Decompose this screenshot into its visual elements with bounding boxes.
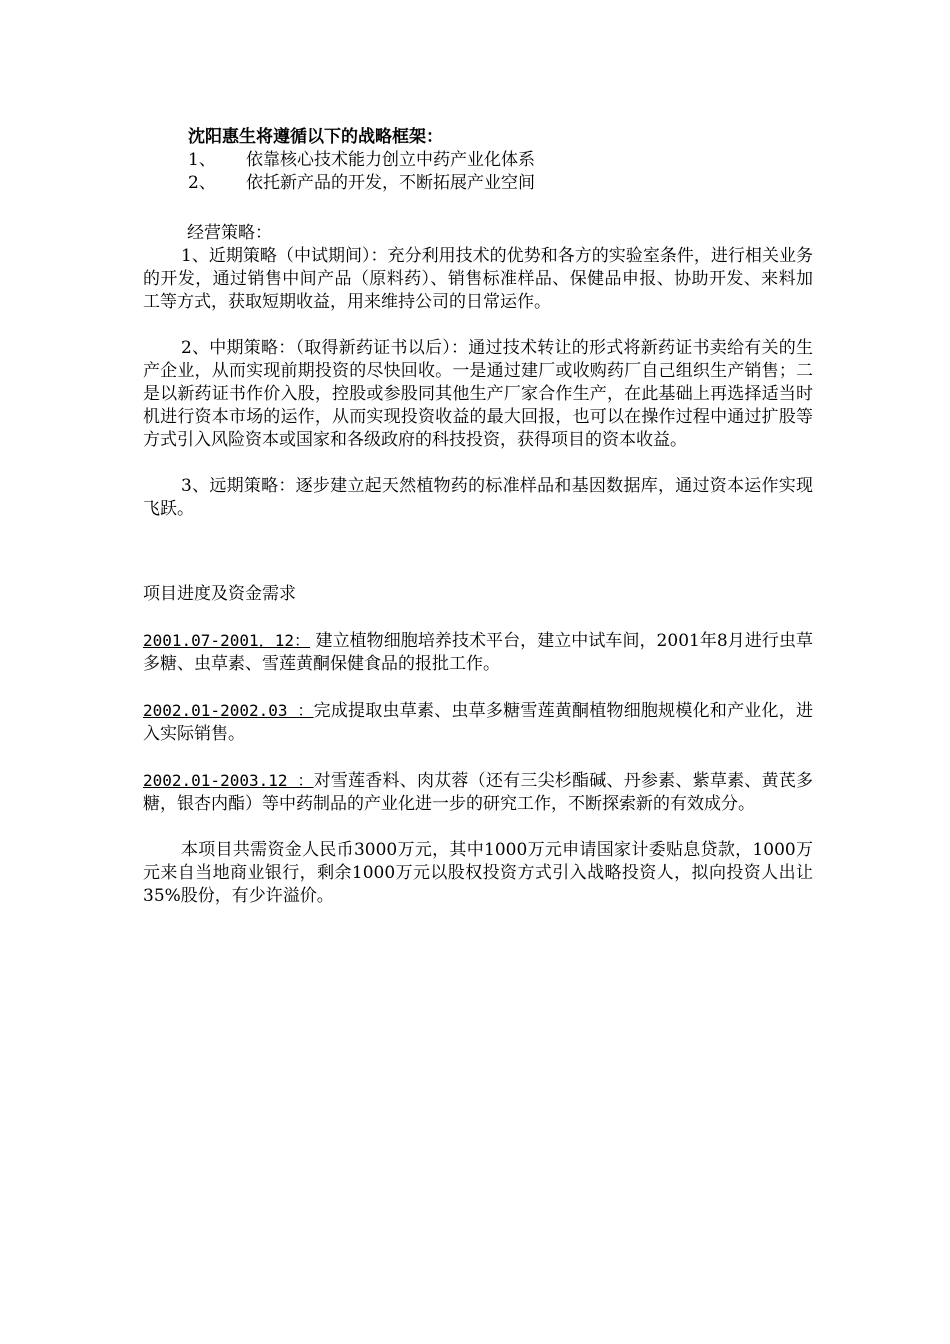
phase-date: 2002.01-2003.12 ： [143,771,314,790]
spacer [143,521,813,583]
phase-text: 完成提取虫草素、虫草多糖雪莲黄酮植物细胞规模化和产业化，进入实际销售。 [143,701,813,744]
document-page [143,126,813,908]
framework-item-number: 2、 [188,173,216,193]
business-strategy-title: 经营策略： [187,223,272,243]
phase-item [143,769,813,816]
spacer [143,452,813,475]
phase-item [143,629,813,676]
funding-paragraph: 本项目共需资金人民币3000万元，其中1000万元申请国家计委贴息贷款，1000万元来自当地商业银行，剩余1000万元以股权投资方式引入战略投资人，拟向投资人出让35%股份，有少许溢价。 [143,840,813,906]
long-term-strategy: 3、远期策略：逐步建立起天然植物药的标准样品和基因数据库，通过资本运作实现飞跃。 [143,476,813,519]
framework-item-text: 依托新产品的开发，不断拓展产业空间 [246,173,535,193]
phase-date: 2001.07-2001．12： [143,631,311,650]
near-term-strategy: 1、近期策略（中试期间）：充分利用技术的优势和各方的实验室条件，进行相关业务的开发，通过销售中间产品（原料药）、销售标准样品、保健品申报、协助开发、来料加工等方式，获取短期收益，用来维持公司的日常运作。 [143,246,813,312]
phase-item [143,699,813,746]
spacer [143,746,813,769]
framework-item-text: 依靠核心技术能力创立中药产业化体系 [246,150,535,170]
phase-text: 建立植物细胞培养技术平台，建立中试车间，2001年8月进行虫草多糖、虫草素、雪莲黄酮保健食品的报批工作。 [143,631,813,674]
phase-date: 2002.01-2002.03 ： [143,701,314,720]
spacer [143,676,813,699]
spacer [143,195,813,218]
spacer [143,606,813,629]
spacer [143,314,813,337]
framework-item-2 [188,172,813,195]
mid-term-strategy: 2、中期策略：（取得新药证书以后）：通过技术转让的形式将新药证书卖给有关的生产企业，从而实现前期投资的尽快回收。一是通过建厂或收购药厂自己组织生产销售；二是以新药证书作价入股，控股或参股同其他生产厂家合作生产，在此基础上再选择适当时机进行资本市场的运作，从而实现投资收益的最大回报，也可以在操作过程中通过扩股等方式引入风险资本或国家和各级政府的科技投资，获得项目的资本收益。 [143,338,813,450]
framework-item-1 [188,149,813,172]
phase-text: 对雪莲香料、肉苁蓉（还有三尖杉酯碱、丹参素、紫草素、黄芪多糖，银杏内酯）等中药制品的产业化进一步的研究工作，不断探索新的有效成分。 [143,771,813,814]
strategy-framework-title: 沈阳惠生将遵循以下的战略框架： [188,127,443,147]
spacer [143,816,813,839]
framework-item-number: 1、 [188,150,216,170]
progress-title: 项目进度及资金需求 [143,584,296,604]
